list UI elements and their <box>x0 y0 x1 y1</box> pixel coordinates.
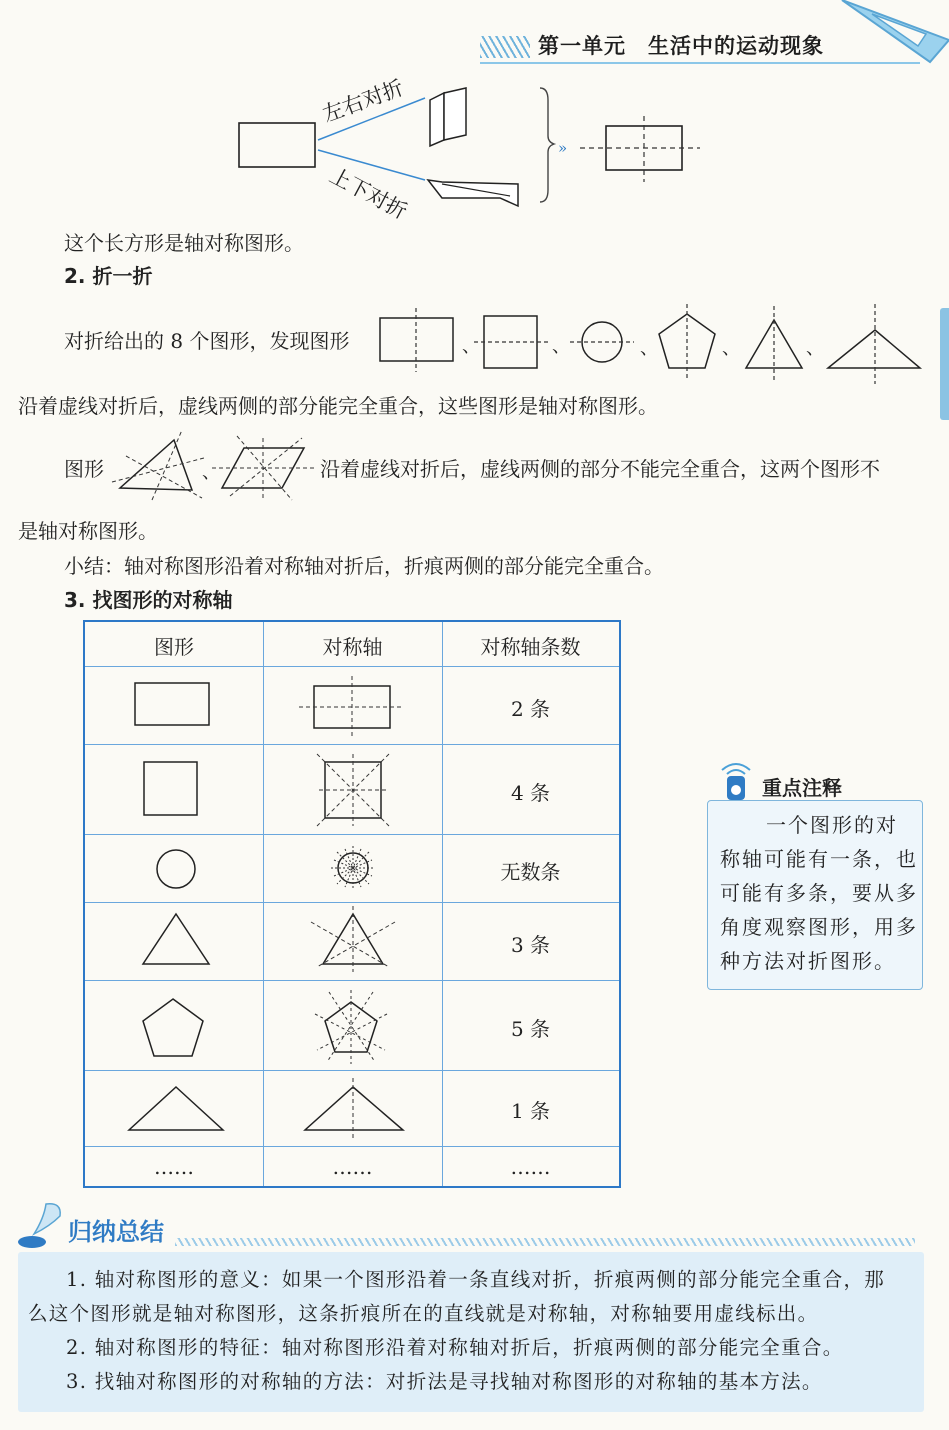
note-title: 重点注释 <box>762 776 842 800</box>
ellipsis: …… <box>332 1155 373 1179</box>
nonsym-result: 沿着虚线对折后，虚线两侧的部分不能完全重合，这两个图形不 <box>320 457 880 481</box>
key-note-box <box>707 800 923 990</box>
summary-line: 3. 找轴对称图形的对称轴的方法：对折法是寻找轴对称图形的对称轴的基本方法。 <box>66 1370 823 1393</box>
symmetry-axis-table <box>83 620 621 1188</box>
circle-plain <box>157 850 195 888</box>
count-circle: 无数条 <box>500 860 561 884</box>
summary-line: 么这个图形就是轴对称图形，这条折痕所在的直线就是对称轴，对称轴要用虚线标出。 <box>28 1302 819 1325</box>
radio-signal-icon <box>716 758 756 804</box>
separator: 、 <box>640 338 658 359</box>
header-hatch-decoration <box>480 36 530 58</box>
quill-inkpot-icon <box>16 1200 68 1252</box>
triangle-plain <box>143 914 209 964</box>
separator: 、 <box>462 336 480 357</box>
nonsym-intro: 图形 <box>64 457 104 481</box>
section-2-heading: 2. 折一折 <box>64 264 153 288</box>
isosceles-axes <box>305 1087 403 1130</box>
brace <box>540 88 554 202</box>
fold-intro: 对折给出的 8 个图形，发现图形 <box>64 329 350 353</box>
summary-line: 1. 轴对称图形的意义：如果一个图形沿着一条直线对折，折痕两侧的部分能完全重合，那 <box>66 1268 886 1291</box>
shape-isosceles-triangle <box>828 330 920 368</box>
separator: 、 <box>202 462 220 483</box>
shape-scalene-triangle <box>120 440 192 490</box>
count-rectangle: 2 条 <box>510 697 551 721</box>
header-axis: 对称轴 <box>322 635 383 659</box>
fold-diagram <box>230 75 710 224</box>
count-triangle: 3 条 <box>510 933 551 957</box>
folded-horizontal <box>428 180 518 206</box>
note-line: 种方法对折图形。 <box>720 949 896 973</box>
header-shape: 图形 <box>154 635 194 659</box>
ellipsis: …… <box>510 1155 551 1179</box>
nonsym-result-cont: 是轴对称图形。 <box>18 519 158 543</box>
summary-line: 小结：轴对称图形沿着对称轴对折后，折痕两侧的部分能完全重合。 <box>64 554 664 578</box>
symmetric-result: 沿着虚线对折后，虚线两侧的部分能完全重合，这些图形是轴对称图形。 <box>18 394 658 418</box>
label-left-right-fold: 左右对折 <box>319 75 407 127</box>
pentagon-plain <box>143 999 203 1056</box>
summary-line: 2. 轴对称图形的特征：轴对称图形沿着对称轴对折后，折痕两侧的部分能完全重合。 <box>66 1336 844 1359</box>
summary-title: 归纳总结 <box>68 1218 164 1246</box>
ellipsis: …… <box>154 1155 194 1179</box>
rectangle-conclusion: 这个长方形是轴对称图形。 <box>64 231 304 255</box>
count-square: 4 条 <box>510 781 551 805</box>
summary-title-hatch <box>175 1238 915 1246</box>
isosceles-plain <box>129 1087 223 1130</box>
count-isosceles: 1 条 <box>510 1099 551 1123</box>
rect-plain <box>135 683 209 725</box>
set-square-icon <box>842 0 949 62</box>
header-axis-count: 对称轴条数 <box>480 635 581 659</box>
unit-title: 第一单元 生活中的运动现象 <box>538 34 824 58</box>
separator: 、 <box>552 336 570 357</box>
note-line: 一个图形的对 <box>766 813 898 837</box>
note-line: 角度观察图形，用多 <box>720 915 918 939</box>
non-symmetric-shapes <box>112 430 322 510</box>
side-tab <box>940 308 949 420</box>
label-top-bottom-fold: 上下对折 <box>325 163 412 224</box>
note-line: 可能有多条，要从多 <box>720 881 918 905</box>
note-line: 称轴可能有一条，也 <box>720 847 918 871</box>
table-shapes <box>85 622 619 1186</box>
separator: 、 <box>722 338 740 359</box>
symmetric-shapes <box>370 300 930 390</box>
separator: 、 <box>806 338 824 359</box>
summary-box <box>18 1252 924 1412</box>
original-rectangle <box>239 123 315 167</box>
folded-vertical <box>430 93 444 146</box>
section-3-heading: 3. 找图形的对称轴 <box>64 588 233 612</box>
count-pentagon: 5 条 <box>510 1017 551 1041</box>
square-plain <box>144 762 197 815</box>
double-arrow-icon: » <box>558 139 568 157</box>
